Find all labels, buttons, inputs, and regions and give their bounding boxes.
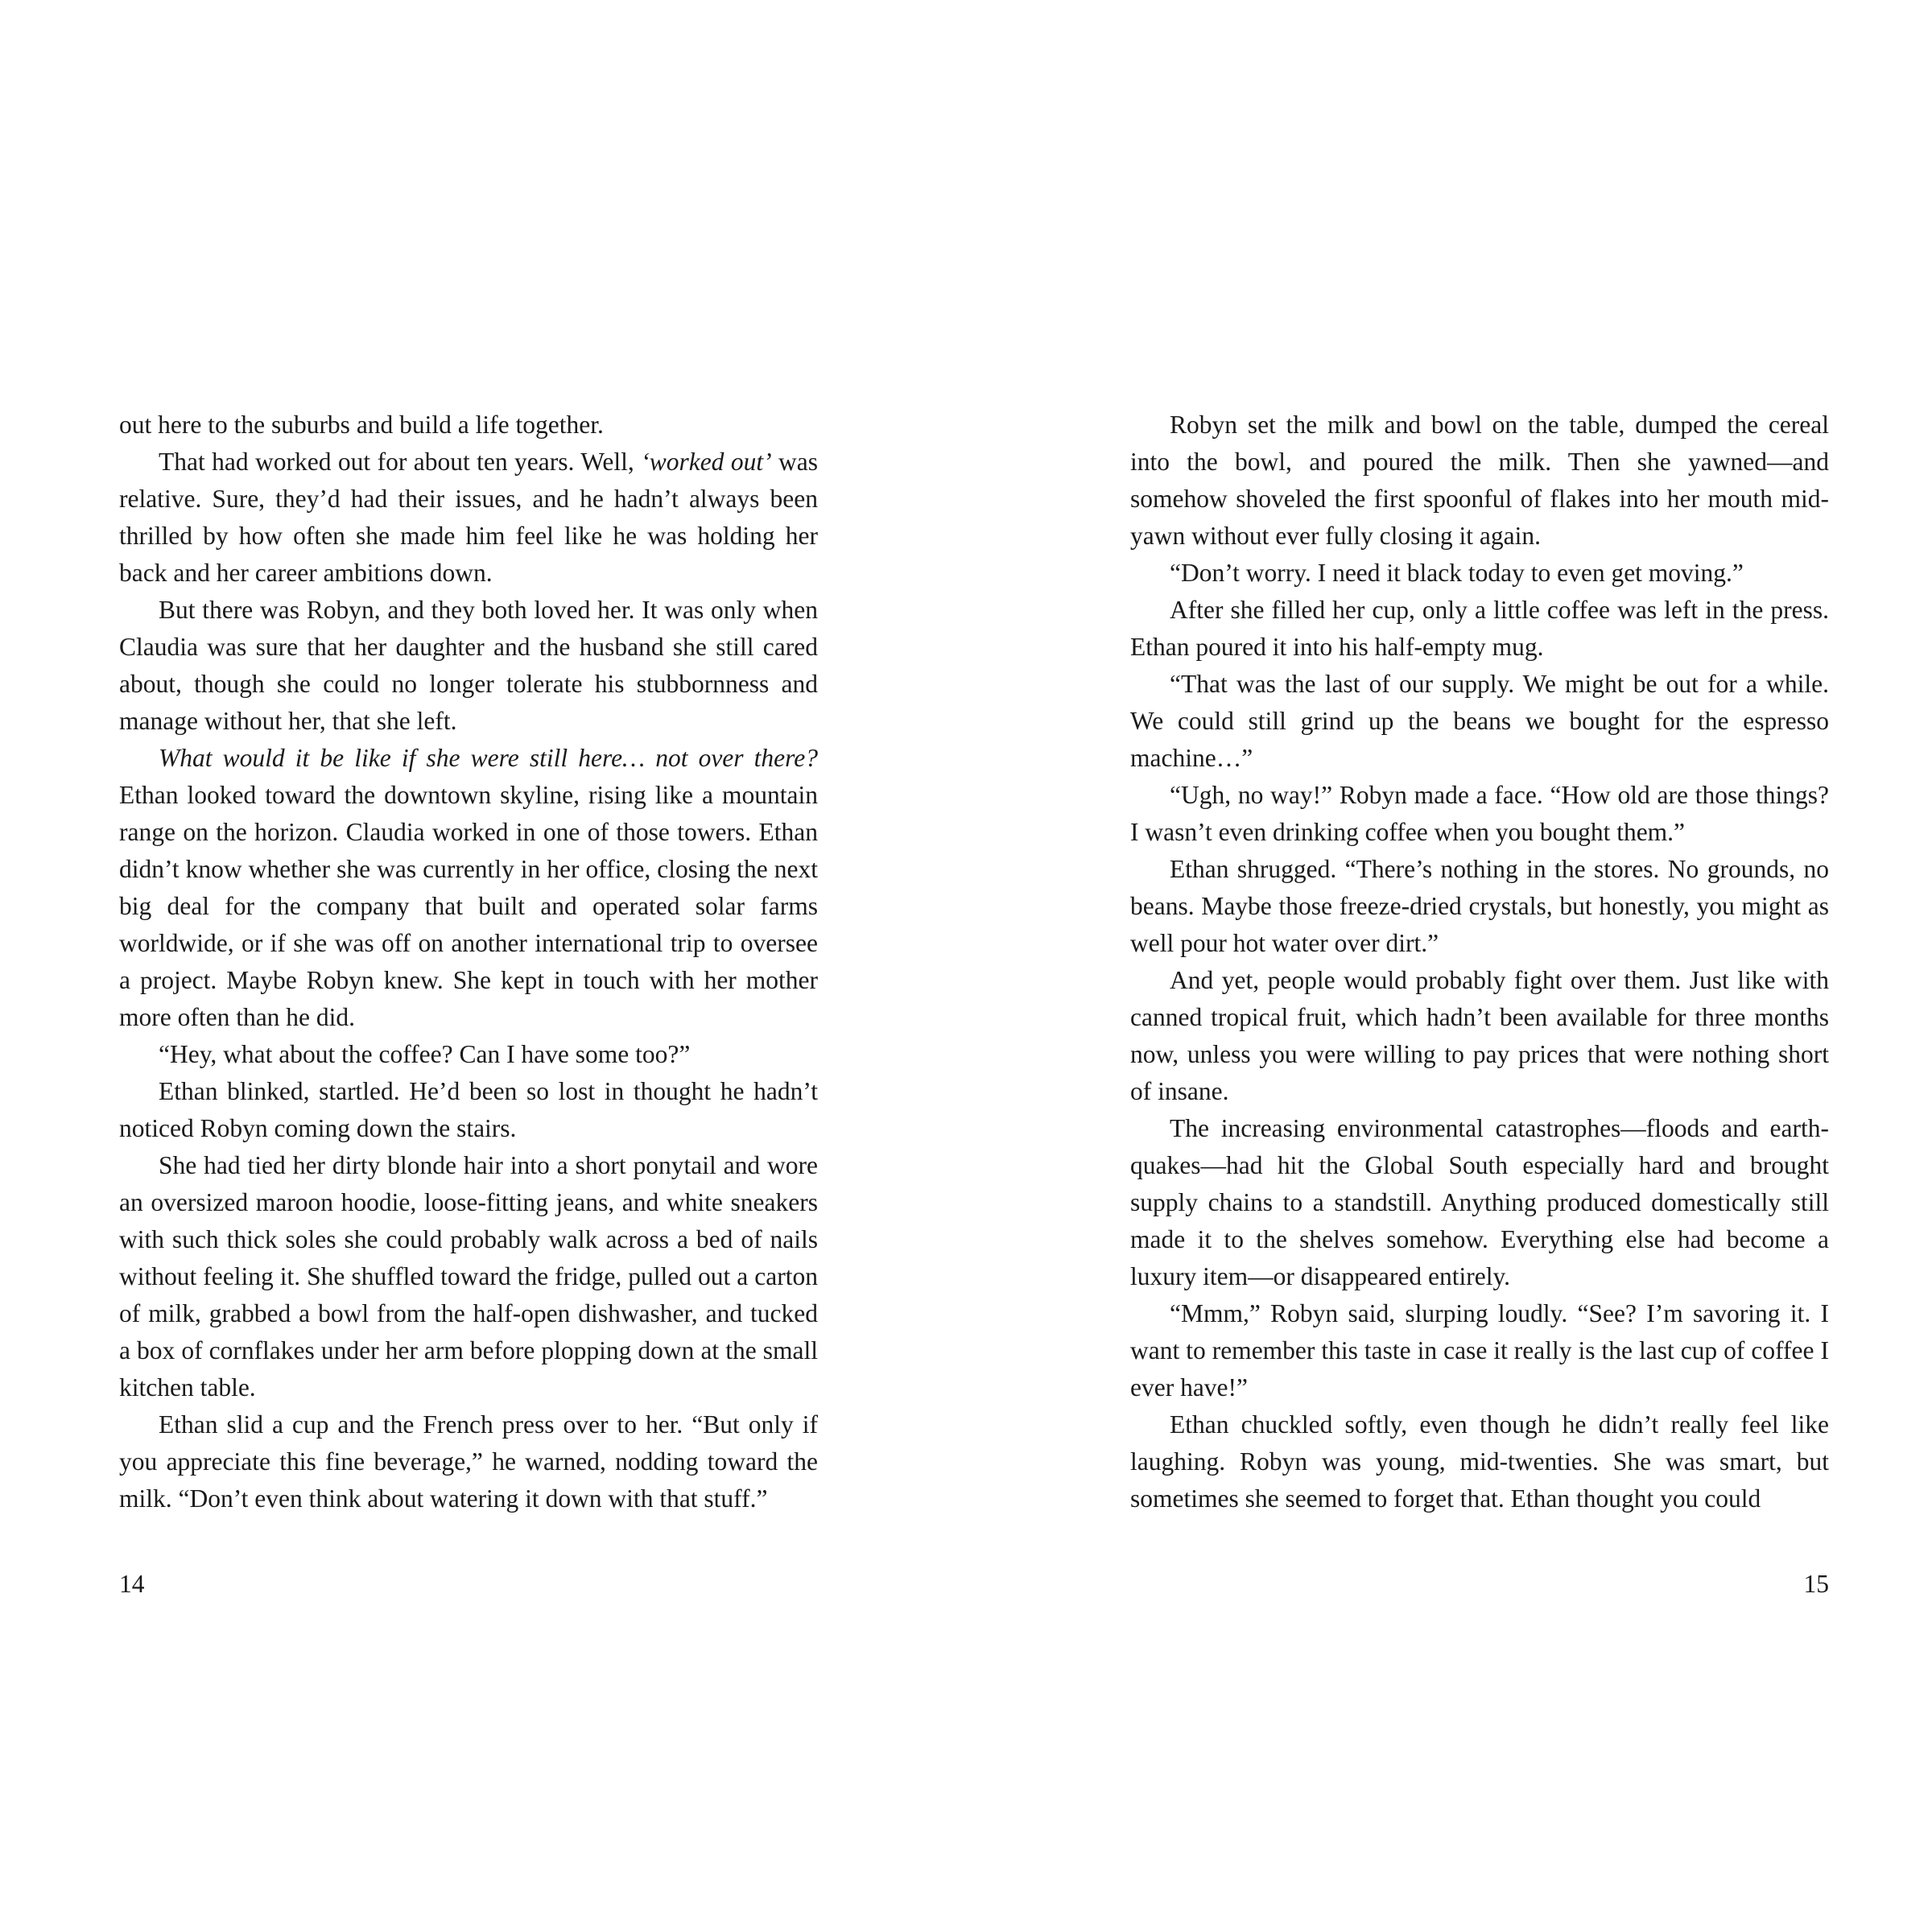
paragraph: She had tied her dirty blonde hair into a short ponytail and wore an oversized maroon hoodie, loose-fitting jeans, and white sneakers with such thick soles she could probably walk across a bed of nails without feeling it. She shuffled toward the fridge, pulled out a carton of milk, grabbed a bowl from the half-open dishwasher, and tucked a box of cornflakes under her arm before plopping down at the small kitchen table. (119, 1151, 818, 1402)
paragraph: What would it be like if she were still here… not over there? Ethan looked toward the downtown skyline, rising like a mountain range on the horizon. Claudia worked in one of those towers. Ethan didn’t know whether she was currently in her office, closing the next big deal for the company that built and operated solar farms worldwide, or if she was off on another international trip to oversee a project. Maybe Robyn knew. She kept in touch with her mother more often than he did. (119, 744, 818, 1031)
paragraph: Ethan slid a cup and the French press over to her. “But only if you appreciate this fine beverage,” he warned, nodding toward the milk. “Don’t even think about watering it down with that stuff.” (119, 1410, 818, 1513)
emphasis: What would it be like if she were still here… not over there? (159, 744, 818, 772)
paragraph: “Don’t worry. I need it black today to even get moving.” (1170, 559, 1744, 587)
paragraph: “That was the last of our supply. We might be out for a while. We could still grind up the beans we bought for the espresso machine…” (1130, 670, 1829, 772)
left-page (119, 407, 818, 1517)
paragraph: Ethan shrugged. “There’s nothing in the stores. No grounds, no beans. Maybe those freeze-dried crystals, but honestly, you might as well pour hot water over dirt.” (1130, 855, 1829, 957)
paragraph: out here to the suburbs and build a life together. (119, 411, 604, 439)
emphasis: ‘worked out’ (641, 448, 772, 476)
paragraph: “Ugh, no way!” Robyn made a face. “How old are those things? I wasn’t even drinking coffee when you bought them.” (1130, 781, 1829, 846)
paragraph: “Mmm,” Robyn said, slurping loudly. “See? I’m savoring it. I want to remember this taste in case it really is the last cup of coffee I ever have!” (1130, 1299, 1829, 1402)
paragraph: But there was Robyn, and they both loved her. It was only when Claudia was sure that her daughter and the husband she still cared about, though she could no longer tolerate his stubbornness and manage without her, that she left. (119, 596, 818, 735)
paragraph: Ethan chuckled softly, even though he didn’t really feel like laughing. Robyn was young, mid-twenties. She was smart, but sometimes she seemed to forget that. Ethan thought you could (1130, 1410, 1829, 1513)
page-number: 15 (1803, 1570, 1829, 1598)
right-page (1130, 407, 1829, 1517)
paragraph: After she filled her cup, only a little coffee was left in the press. Ethan poured it into his half-empty mug. (1130, 596, 1829, 661)
left-page-body (119, 407, 818, 1517)
page-number: 14 (119, 1570, 145, 1598)
right-page-body (1130, 407, 1829, 1517)
paragraph: And yet, people would probably fight over them. Just like with canned tropical fruit, which hadn’t been available for three months now, unless you were willing to pay prices that were nothing short of insane. (1130, 966, 1829, 1105)
paragraph: That had worked out for about ten years. Well, ‘worked out’ was relative. Sure, they’d had their issues, and he hadn’t always been thrilled by how often she made him feel like he was holding her back and her career ambitions down. (119, 448, 818, 587)
paragraph: Robyn set the milk and bowl on the table, dumped the cereal into the bowl, and poured the milk. Then she yawned—and somehow shoveled the first spoonful of flakes into her mouth mid-yawn without ever fully closing it again. (1130, 411, 1829, 550)
paragraph: The increasing environmental catastrophes—floods and earthquakes—had hit the Global South especially hard and brought supply chains to a standstill. Anything produced domestically still made it to the shelves somehow. Everything else had become a luxury item—or disappeared entirely. (1130, 1114, 1829, 1290)
paragraph: “Hey, what about the coffee? Can I have some too?” (159, 1040, 691, 1068)
paragraph: Ethan blinked, startled. He’d been so lost in thought he hadn’t noticed Robyn coming down the stairs. (119, 1077, 818, 1142)
